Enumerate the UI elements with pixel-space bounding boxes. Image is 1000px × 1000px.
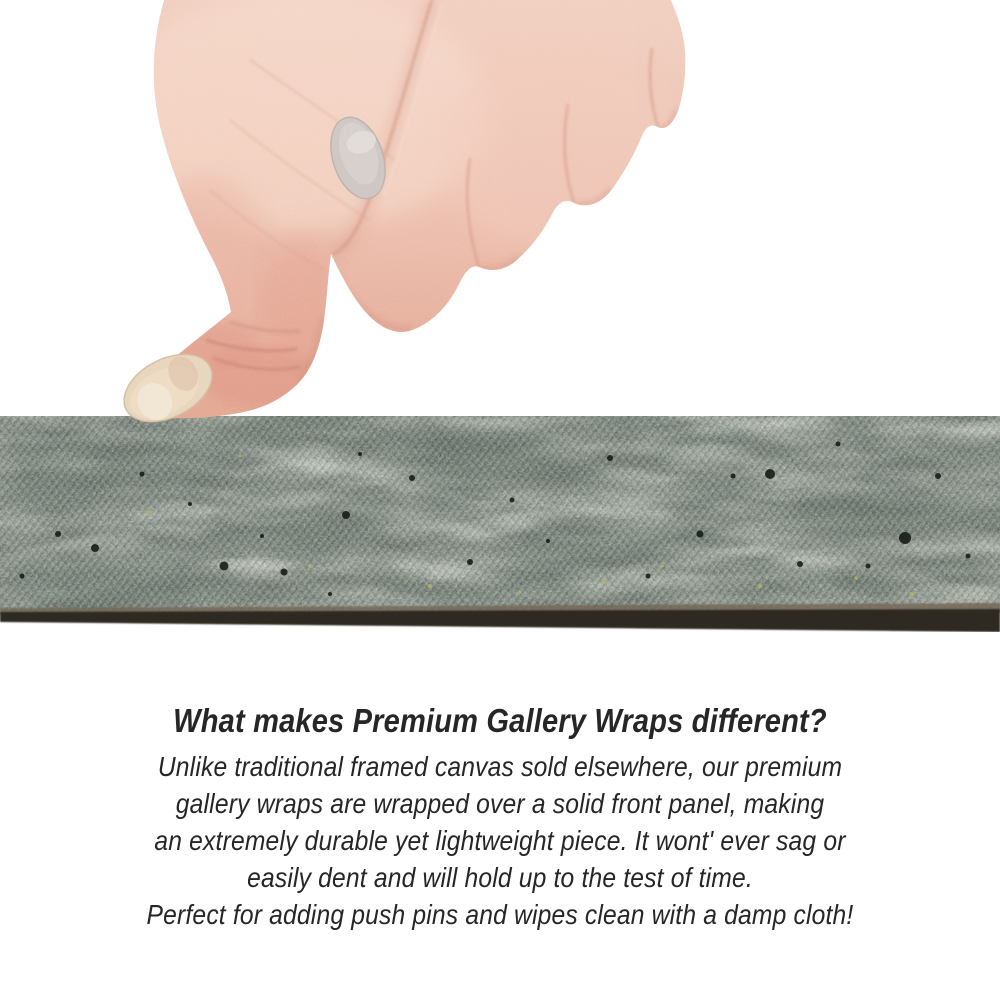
hand-pressing-thumb-photo [0,0,1000,450]
copy-line: an extremely durable yet lightweight piece. It wont' ever sag or [154,825,846,856]
marketing-copy [60,700,940,933]
copy-line: easily dent and will hold up to the test of time. [247,862,753,893]
copy-line: gallery wraps are wrapped over a solid front panel, making [175,788,825,819]
copy-line: Perfect for adding push pins and wipes clean with a damp cloth! [146,899,854,930]
copy-line: Unlike traditional framed canvas sold elsewhere, our premium [157,751,843,782]
copy-heading: What makes Premium Gallery Wraps different? [173,702,827,739]
